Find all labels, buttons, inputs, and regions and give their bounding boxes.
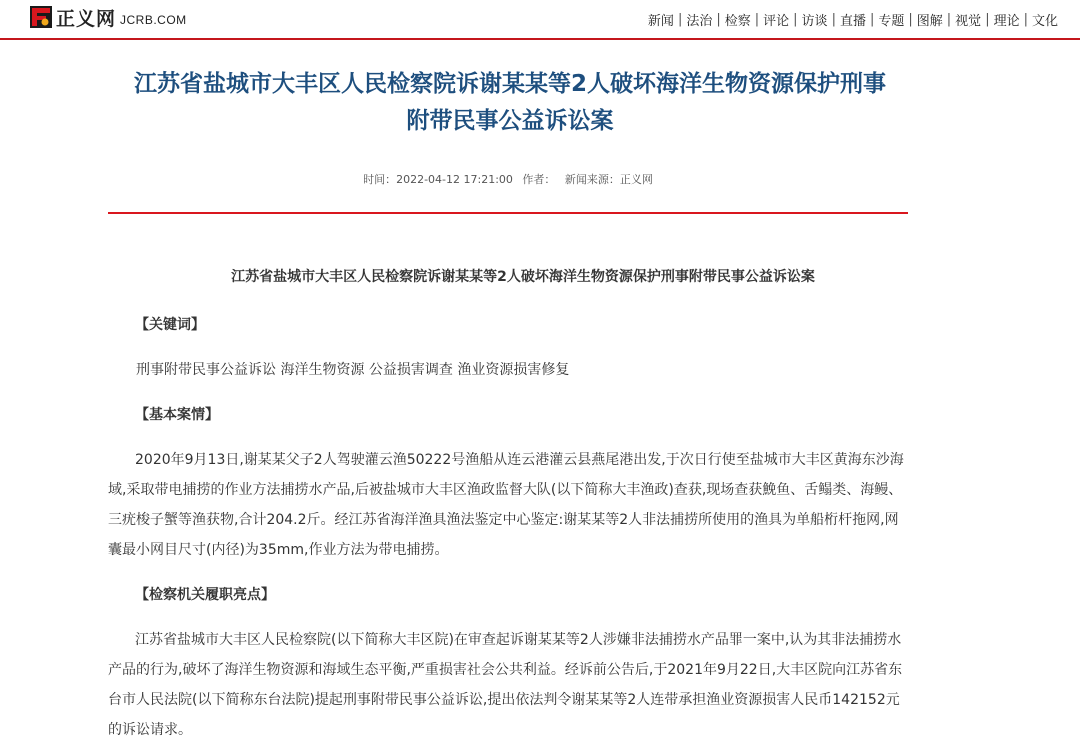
nav-item-theory[interactable]: 理论: [993, 14, 1020, 29]
article-meta: [0, 171, 1016, 187]
nav-item-culture[interactable]: 文化: [1031, 14, 1058, 29]
nav-separator: |: [985, 12, 990, 27]
highlights-paragraph: 江苏省盐城市大丰区人民检察院(以下简称大丰区院)在审查起诉谢某某等2人涉嫌非法捕捞水产品罪一案中,认为其非法捕捞水产品的行为,破坏了海洋生物资源和海域生态平衡,严重损害社会公共利益。经诉前公告后,于2021年9月22日,大丰区院向江苏省东台市人民法院(以下简称东台法院)提起刑事附带民事公益诉讼,提出依法判令谢某某等2人连带承担渔业资源损害人民币142152元的诉讼请求。: [108, 632, 903, 738]
publish-time: 时间：2022-04-12 17:21:00: [363, 173, 513, 186]
site-header: [0, 0, 1080, 38]
article-title: [100, 66, 920, 140]
article-body: [108, 262, 908, 745]
logo-icon: [30, 6, 52, 28]
nav-item-interview[interactable]: 访谈: [801, 14, 828, 29]
nav-separator: |: [754, 12, 760, 27]
main-nav: [646, 10, 1060, 29]
nav-item-visual[interactable]: 视觉: [955, 14, 982, 29]
nav-item-live[interactable]: 直播: [839, 14, 866, 29]
case-heading: 【基本案情】: [135, 407, 219, 423]
author: 作者：: [522, 173, 556, 186]
header-divider: [0, 38, 1080, 40]
nav-item-graphics[interactable]: 图解: [916, 14, 943, 29]
nav-separator: |: [1023, 12, 1028, 27]
site-logo[interactable]: [30, 5, 187, 29]
nav-item-topics[interactable]: 专题: [878, 14, 905, 29]
nav-item-news[interactable]: 新闻: [647, 14, 674, 29]
logo-domain: JCRB.COM: [120, 12, 187, 27]
nav-separator: |: [677, 12, 683, 27]
nav-separator: |: [908, 12, 913, 27]
nav-item-law[interactable]: 法治: [686, 14, 713, 29]
nav-separator: |: [869, 12, 875, 27]
article-subtitle: 江苏省盐城市大丰区人民检察院诉谢某某等2人破坏海洋生物资源保护刑事附带民事公益诉讼案: [231, 269, 815, 285]
article-title-line-2: 附带民事公益诉讼案: [406, 108, 614, 134]
news-source: 新闻来源：正义网: [564, 173, 653, 186]
nav-separator: |: [793, 12, 798, 27]
nav-item-procuratorate[interactable]: 检察: [724, 14, 751, 29]
keywords-heading: 【关键词】: [135, 317, 205, 333]
nav-separator: |: [716, 12, 721, 27]
title-divider: [108, 212, 908, 214]
highlights-heading: 【检察机关履职亮点】: [135, 587, 275, 603]
nav-separator: |: [831, 12, 836, 27]
logo-text: 正义网: [56, 7, 117, 30]
article-title-line-1: 江苏省盐城市大丰区人民检察院诉谢某某等2人破坏海洋生物资源保护刑事: [133, 71, 886, 97]
nav-separator: |: [946, 12, 952, 27]
case-paragraph: 2020年9月13日,谢某某父子2人驾驶灌云渔50222号渔船从连云港灌云县燕尾港出发,于次日行使至盐城市大丰区黄海东沙海域,采取带电捕捞的作业方法捕捞水产品,后被盐城市大丰区渔政监督大队(以下简称大丰渔政)查获,现场查获鮸鱼、舌鳎类、海鳗、三疣梭子蟹等渔获物,合计204.2斤。经江苏省海洋渔具渔法鉴定中心鉴定:谢某某等2人非法捕捞所使用的渔具为单船桁杆拖网,网囊最小网目尺寸(内径)为35mm,作业方法为带电捕捞。: [108, 452, 904, 558]
nav-item-commentary[interactable]: 评论: [763, 14, 790, 29]
keywords-text: 刑事附带民事公益诉讼 海洋生物资源 公益损害调查 渔业资源损害修复: [136, 362, 570, 378]
